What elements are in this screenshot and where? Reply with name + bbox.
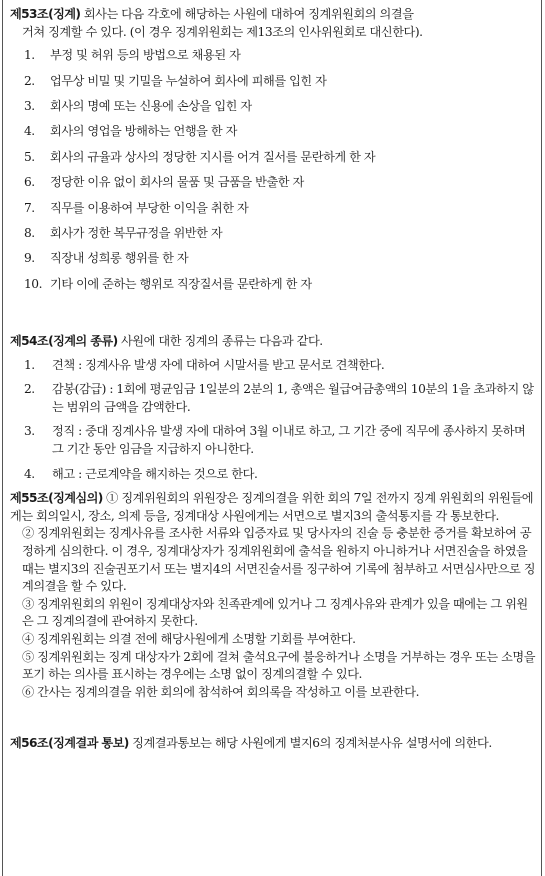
- article-55: [10, 490, 536, 701]
- list-item: 4. 회사의 영업을 방해하는 언행을 한 자: [24, 124, 237, 139]
- document-content: [10, 6, 536, 753]
- list-item: 6. 정당한 이유 없이 회사의 물품 및 금품을 반출한 자: [24, 175, 304, 190]
- article-54-title: 제54조(징계의 종류): [10, 334, 118, 349]
- right-border: [541, 0, 542, 876]
- article-53-items: [10, 45, 536, 299]
- article-55-title: 제55조(징계심의): [10, 491, 103, 506]
- article-55-p4: ④ 징계위원회는 의결 전에 해당사원에게 소명할 기회를 부여한다.: [22, 632, 356, 646]
- left-border: [2, 0, 3, 876]
- list-item: 1. 부정 및 허위 등의 방법으로 채용된 자: [24, 48, 241, 63]
- list-item: 10. 기타 이에 준하는 행위로 직장질서를 문란하게 한 자: [24, 276, 312, 291]
- list-item: 3. 정직 : 중대 징계사유 발생 자에 대하여 3월 이내로 하고, 그 기간 중에 직무에 종사하지 못하며 그 기간 동안 임금을 지급하지 아니한다.: [24, 424, 526, 457]
- list-item: 8. 회사가 정한 복무규정을 위반한 자: [24, 225, 223, 240]
- article-53-cont: 거쳐 징계할 수 있다. (이 경우 징계위원회는 제13조의 인사위원회로 대신한다).: [22, 24, 423, 39]
- article-54: [10, 333, 536, 483]
- list-item: 4. 해고 : 근로계약을 해지하는 것으로 한다.: [24, 466, 258, 481]
- list-item: 3. 회사의 명예 또는 신용에 손상을 입힌 자: [24, 98, 252, 113]
- list-item: 9. 직장내 성희롱 행위를 한 자: [24, 251, 189, 266]
- article-53: [10, 6, 536, 299]
- article-55-p3: ③ 징계위원회의 위원이 징계대상자와 친족관계에 있거나 그 징계사유와 관계가 있을 때에는 그 위원은 그 징계의결에 관여하지 못한다.: [22, 596, 528, 629]
- article-54-body: 사원에 대한 징계의 종류는 다음과 같다.: [117, 334, 323, 349]
- article-56: [10, 735, 536, 753]
- article-55-p1: ① 징계위원회의 위원장은 징계의결을 위한 회의 7일 전까지 징계 위원회의 위원들에게는 회의일시, 장소, 의제 등을, 징계대상 사원에게는 서면으로 별지3의 출석통지를 각 통보한다.: [10, 491, 534, 523]
- article-56-title: 제56조(징계결과 통보): [10, 736, 129, 751]
- list-item: 1. 견책 : 징계사유 발생 자에 대하여 시말서를 받고 문서로 견책한다.: [24, 357, 385, 372]
- article-53-title: 제53조(징계): [10, 7, 81, 21]
- list-item: 5. 회사의 규율과 상사의 정당한 지시를 어겨 질서를 문란하게 한 자: [24, 149, 376, 164]
- list-item: 7. 직무를 이용하여 부당한 이익을 취한 자: [24, 200, 249, 215]
- list-item: 2. 감봉(감급) : 1회에 평균임금 1일분의 2분의 1, 총액은 월급여금총액의 10분의 1을 초과하지 않는 범위의 금액을 감액한다.: [24, 382, 534, 414]
- article-55-p5: ⑤ 징계위원회는 징계 대상자가 2회에 걸쳐 출석요구에 불응하거나 소명을 거부하는 경우 또는 소명을 포기 하는 의사를 표시하는 경우에는 소명 없이 징계의결할 수 있다.: [22, 649, 536, 682]
- article-55-p2: ② 징계위원회는 징계사유를 조사한 서류와 입증자료 및 당사자의 진술 등 충분한 증거를 확보하여 공정하게 심의한다. 이 경우, 징계대상자가 징계위원회에 출석을 원하지 아니하거나 서면진술을 하였을 때는 별지3의 진술권포기서 또는 별지4의 서면진술서를 징구하여 기록에 첨부하고 서면심사만으로 징계의결을 할 수 있다.: [22, 526, 536, 594]
- article-53-body: 회사는 다음 각호에 해당하는 사원에 대하여 징계위원회의 의결을: [80, 7, 414, 21]
- article-56-body: 징계결과통보는 해당 사원에게 별지6의 징계처분사유 설명서에 의한다.: [128, 736, 492, 751]
- article-55-p6: ⑥ 간사는 징계의결을 위한 회의에 참석하여 회의록을 작성하고 이를 보관한다.: [22, 684, 419, 699]
- list-item: 2. 업무상 비밀 및 기밀을 누설하여 회사에 피해를 입힌 자: [24, 73, 327, 88]
